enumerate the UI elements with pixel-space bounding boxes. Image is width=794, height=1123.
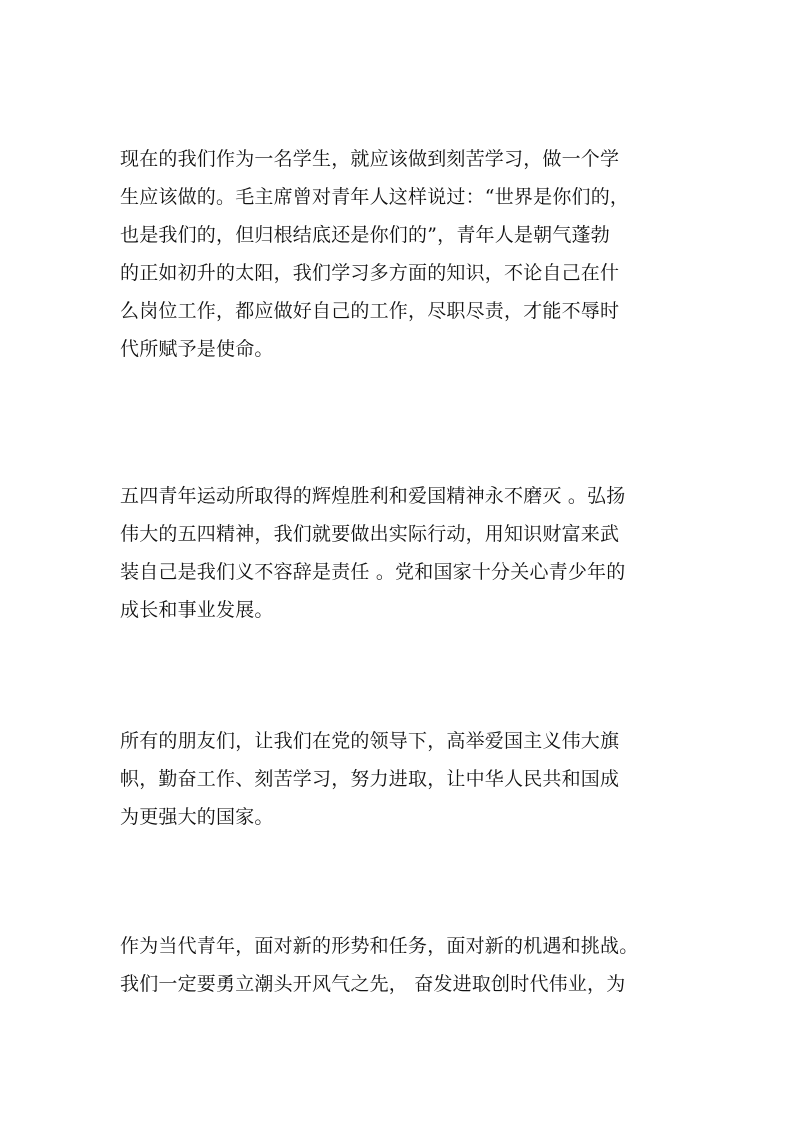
paragraph-2: [120, 477, 680, 629]
paragraph-1: [120, 140, 680, 368]
text-line: 为更强大的国家。: [120, 806, 274, 828]
text-line: 作为当代青年，面对新的形势和任务，面对新的机遇和挑战。: [120, 935, 639, 957]
text-line: 装自己是我们义不容辞是责任 。党和国家十分关心青少年的: [120, 561, 626, 583]
text-line: 伟大的五四精神，我们就要做出实际行动，用知识财富来武: [120, 523, 620, 545]
text-line: 五四青年运动所取得的辉煌胜利和爱国精神永不磨灭 。弘扬: [120, 485, 626, 507]
text-line: 我们一定要勇立潮头开风气之先， 奋发进取创时代伟业，为: [120, 973, 626, 995]
text-line: 生应该做的。毛主席曾对青年人这样说过：“世界是你们的，: [120, 186, 630, 208]
text-line: 么岗位工作，都应做好自己的工作，尽职尽责，才能不辱时: [120, 300, 620, 322]
text-line: 的正如初升的太阳，我们学习多方面的知识，不论自己在什: [120, 262, 620, 284]
text-line: 也是我们的，但归根结底还是你们的”，青年人是朝气蓬勃: [120, 224, 610, 246]
text-line: 成长和事业发展。: [120, 599, 274, 621]
text-line: 现在的我们作为一名学生，就应该做到刻苦学习，做一个学: [120, 148, 620, 170]
paragraph-3: [120, 722, 680, 836]
text-line: 代所赋予是使命。: [120, 338, 274, 360]
text-line: 所有的朋友们，让我们在党的领导下，高举爱国主义伟大旗: [120, 730, 620, 752]
text-line: 帜，勤奋工作、刻苦学习，努力进取，让中华人民共和国成: [120, 768, 620, 790]
paragraph-4: [120, 927, 680, 1003]
